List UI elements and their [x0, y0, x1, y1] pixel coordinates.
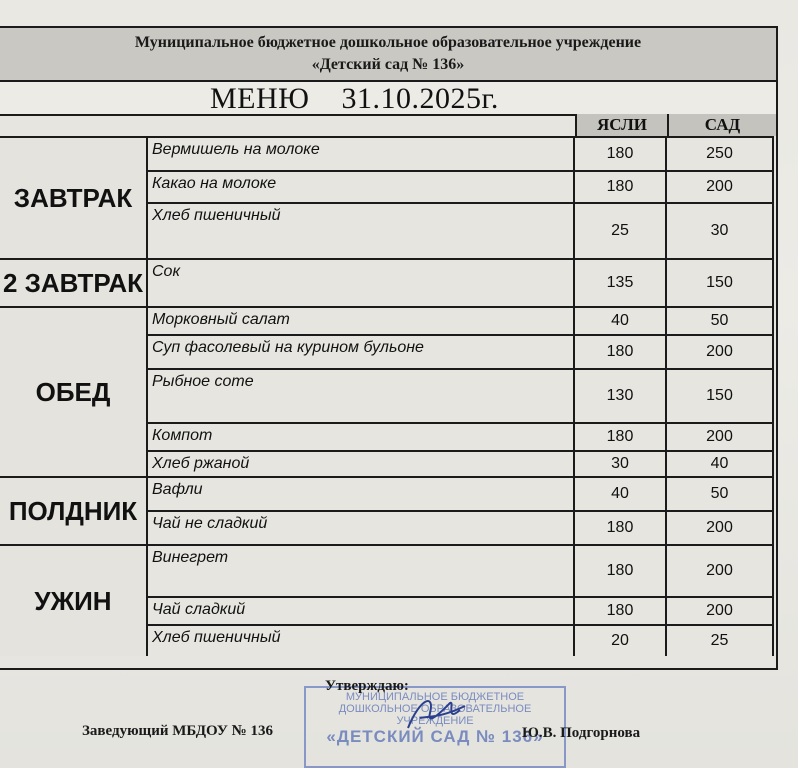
portion-yasli: 180 [575, 136, 667, 170]
dish-name: Чай сладкий [148, 596, 575, 624]
portion-yasli: 40 [575, 306, 667, 334]
dish-name: Суп фасолевый на курином бульоне [148, 334, 575, 368]
dish-name: Винегрет [148, 544, 575, 596]
meal-name: ПОЛДНИК [0, 476, 148, 544]
dish-name: Компот [148, 422, 575, 450]
dish-name: Сок [148, 258, 575, 306]
dish-name: Вафли [148, 476, 575, 510]
column-header-yasli: ЯСЛИ [575, 114, 667, 136]
head-title: Заведующий МБДОУ № 136 [82, 723, 273, 739]
portion-sad: 150 [667, 258, 774, 306]
meal-name: ОБЕД [0, 306, 148, 476]
dish-name: Чай не сладкий [148, 510, 575, 544]
portion-sad: 200 [667, 170, 774, 202]
portion-yasli: 135 [575, 258, 667, 306]
portion-yasli: 25 [575, 202, 667, 258]
portion-sad: 25 [667, 624, 774, 656]
handwritten-signature [400, 688, 470, 738]
menu-word: МЕНЮ [210, 82, 310, 115]
portion-yasli: 40 [575, 476, 667, 510]
dish-name: Хлеб пшеничный [148, 202, 575, 258]
portion-yasli: 30 [575, 450, 667, 476]
stamp-line2: ДОШКОЛЬНОЕ ОБРАЗОВАТЕЛЬНОЕ [338, 703, 532, 715]
meal-name: УЖИН [0, 544, 148, 656]
menu-sheet [0, 26, 778, 670]
portion-yasli: 130 [575, 368, 667, 422]
org-header [0, 28, 776, 82]
dish-name: Рыбное соте [148, 368, 575, 422]
portion-yasli: 20 [575, 624, 667, 656]
portion-sad: 150 [667, 368, 774, 422]
dish-name: Вермишель на молоке [148, 136, 575, 170]
approval-block [0, 668, 798, 768]
portion-sad: 200 [667, 422, 774, 450]
portion-sad: 200 [667, 596, 774, 624]
approve-label: Утверждаю: [325, 678, 409, 694]
portion-sad: 200 [667, 334, 774, 368]
dish-name: Хлеб ржаной [148, 450, 575, 476]
dish-name: Хлеб пшеничный [148, 624, 575, 656]
dish-name: Какао на молоке [148, 170, 575, 202]
head-name: Ю.В. Подгорнова [522, 725, 641, 741]
column-header-sad: САД [667, 114, 776, 136]
org-name-line2: «Детский сад № 136» [311, 56, 465, 73]
portion-yasli: 180 [575, 510, 667, 544]
portion-sad: 50 [667, 306, 774, 334]
portion-yasli: 180 [575, 544, 667, 596]
portion-sad: 200 [667, 510, 774, 544]
menu-title-row [0, 82, 776, 116]
portion-sad: 200 [667, 544, 774, 596]
stamp-line4: «ДЕТСКИЙ САД № 136» [326, 727, 544, 746]
menu-title [210, 82, 499, 116]
org-name-line1: Муниципальное бюджетное дошкольное образовательное учреждение [134, 34, 642, 51]
portion-sad: 30 [667, 202, 774, 258]
portion-yasli: 180 [575, 596, 667, 624]
menu-date: 31.10.2025г. [341, 82, 499, 115]
stamp-line3: УЧРЕЖДЕНИЕ [396, 715, 474, 727]
portion-sad: 250 [667, 136, 774, 170]
portion-sad: 40 [667, 450, 774, 476]
portion-sad: 50 [667, 476, 774, 510]
portion-yasli: 180 [575, 334, 667, 368]
column-header-row [0, 114, 776, 136]
meal-name: ЗАВТРАК [0, 136, 148, 258]
portion-yasli: 180 [575, 170, 667, 202]
dish-name: Морковный салат [148, 306, 575, 334]
portion-yasli: 180 [575, 422, 667, 450]
meal-name: 2 ЗАВТРАК [0, 258, 148, 306]
stamp-line1: МУНИЦИПАЛЬНОЕ БЮДЖЕТНОЕ [345, 691, 525, 703]
